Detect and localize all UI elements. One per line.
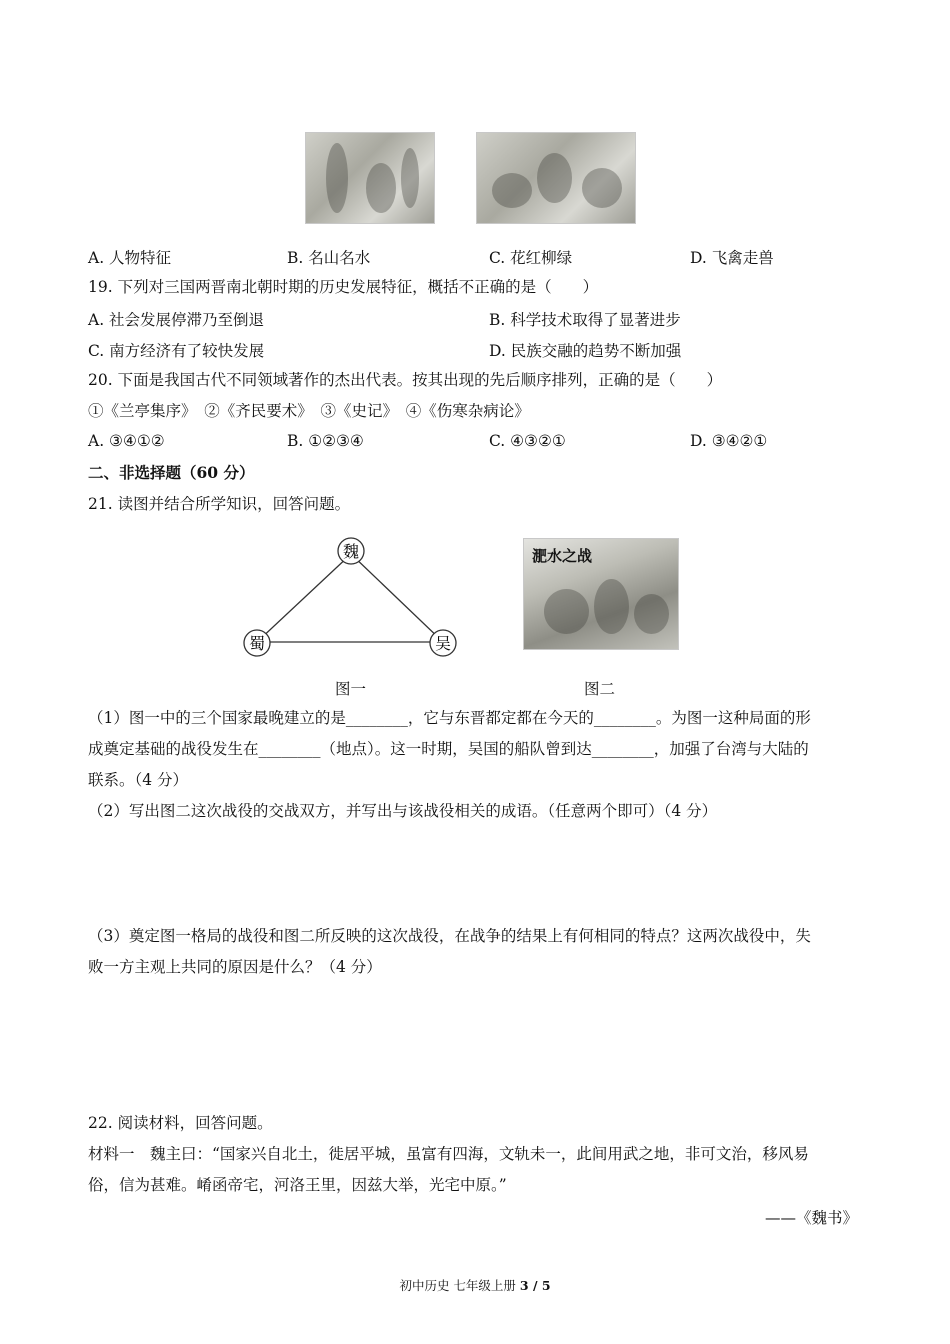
q19-option-d: D. 民族交融的趋势不断加强 bbox=[489, 342, 682, 360]
q19-option-b: B. 科学技术取得了显著进步 bbox=[489, 311, 681, 329]
q21-part1-line1: （1）图一中的三个国家最晚建立的是________，它与东晋都定都在今天的________。为图一这种局面的形 bbox=[88, 709, 811, 727]
q20-option-d: D. ③④②① bbox=[690, 432, 768, 450]
q22-material1-line2: 俗，信为甚难。崤函帝宅，河洛王里，因兹大举，光宅中原。” bbox=[88, 1176, 507, 1194]
q21-part1-line2: 成奠定基础的战役发生在________（地点）。这一时期，吴国的船队曾到达________，加强了台湾与大陆的 bbox=[88, 740, 809, 758]
q18-option-d: D. 飞禽走兽 bbox=[690, 249, 774, 267]
page-footer bbox=[0, 1276, 950, 1294]
node-wei: 魏 bbox=[342, 542, 360, 561]
q19-stem: 19. 下列对三国两晋南北朝时期的历史发展特征，概括不正确的是（ ） bbox=[88, 278, 599, 296]
q22-stem: 22. 阅读材料，回答问题。 bbox=[88, 1114, 273, 1132]
figure-2-battle-image bbox=[523, 538, 679, 650]
q20-option-c: C. ④③②① bbox=[489, 432, 566, 450]
q19-option-a: A. 社会发展停滞乃至倒退 bbox=[88, 311, 265, 329]
q19-option-c: C. 南方经济有了较快发展 bbox=[88, 342, 265, 360]
q20-option-a: A. ③④①② bbox=[88, 432, 165, 450]
footer-text: 初中历史 七年级上册 bbox=[399, 1278, 520, 1293]
q21-stem: 21. 读图并结合所学知识，回答问题。 bbox=[88, 495, 351, 513]
q21-part1-line3: 联系。（4 分） bbox=[88, 771, 189, 789]
node-wu: 吴 bbox=[434, 634, 452, 653]
q21-part3-line2: 败一方主观上共同的原因是什么？（4 分） bbox=[88, 958, 382, 976]
q18-option-c: C. 花红柳绿 bbox=[489, 249, 573, 267]
page-number: 3 / 5 bbox=[519, 1278, 551, 1293]
q18-option-a: A. 人物特征 bbox=[88, 249, 172, 267]
node-shu: 蜀 bbox=[248, 634, 266, 653]
q22-material1-line1: 材料一 魏主曰：“国家兴自北土，徙居平城，虽富有四海，文轨未一，此间用武之地，非可文治，移风易 bbox=[88, 1145, 809, 1163]
q18-option-b: B. 名山名水 bbox=[287, 249, 371, 267]
q20-option-b: B. ①②③④ bbox=[287, 432, 364, 450]
q21-part3-line1: （3）奠定图一格局的战役和图二所反映的这次战役，在战争的结果上有何相同的特点？这两次战役中，失 bbox=[88, 927, 811, 945]
q21-part2: （2）写出图二这次战役的交战双方，并写出与该战役相关的成语。（任意两个即可）（4 分） bbox=[88, 802, 718, 820]
figure-2-title: 淝水之战 bbox=[532, 547, 593, 565]
q20-works: ①《兰亭集序》 ②《齐民要术》 ③《史记》 ④《伤寒杂病论》 bbox=[88, 402, 530, 420]
figure-1-triangle-diagram bbox=[236, 532, 466, 662]
figure-1-caption: 图一 bbox=[335, 680, 367, 698]
q20-stem: 20. 下面是我国古代不同领域著作的杰出代表。按其出现的先后顺序排列，正确的是（ ） bbox=[88, 371, 723, 389]
painting-image-2 bbox=[476, 132, 636, 224]
painting-image-1 bbox=[305, 132, 435, 224]
figure-2-caption: 图二 bbox=[584, 680, 616, 698]
q22-source: ——《魏书》 bbox=[764, 1209, 858, 1227]
section-2-title: 二、非选择题（60 分） bbox=[88, 463, 255, 482]
